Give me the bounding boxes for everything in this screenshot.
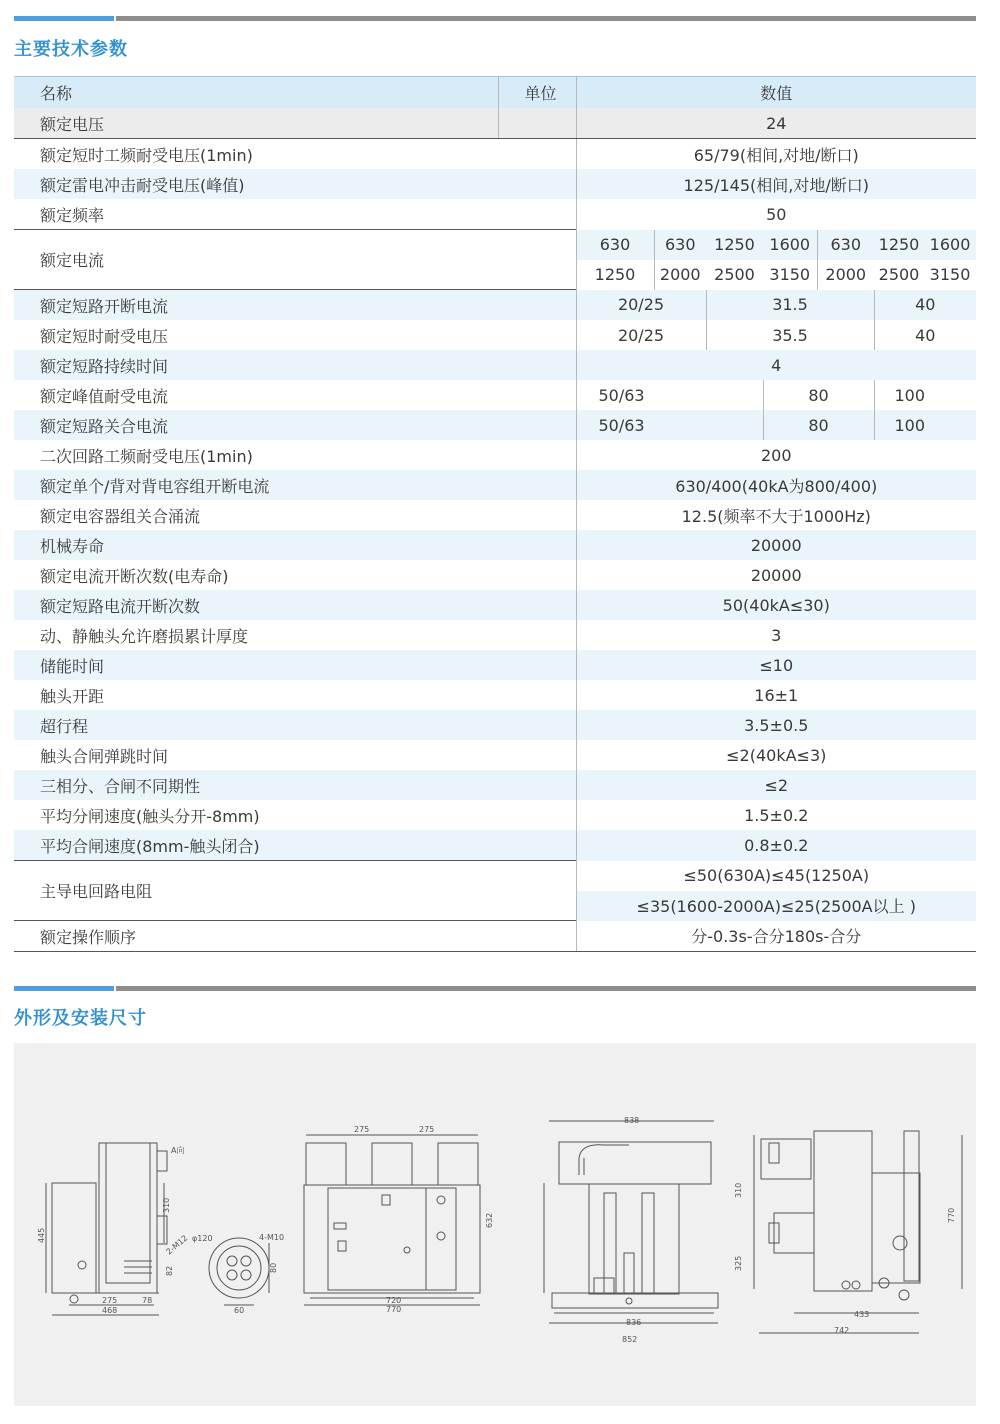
front-view-drawing: [304, 1135, 480, 1305]
label-4-m10: 4-M10: [259, 1233, 285, 1242]
table-row: 额定操作顺序 分-0.3s-合分180s-合分: [14, 921, 976, 952]
label-2-m12: 2-M12: [164, 1233, 190, 1257]
section-rule-drawings: [14, 986, 976, 991]
label-a-direction: A向: [171, 1146, 185, 1155]
table-row: 额定电流 630 630 1250 1600 630 1250 1600: [14, 230, 976, 260]
dim-836: 836: [626, 1318, 642, 1327]
table-row: 触头合闸弹跳时间 ≤2(40kA≤3): [14, 740, 976, 770]
dim-275-b: 275: [419, 1125, 435, 1134]
table-row: 额定电压 24: [14, 108, 976, 139]
dim-325: 325: [734, 1255, 743, 1271]
table-row: 额定短路开断电流 20/25 31.5 40: [14, 290, 976, 321]
dim-742: 742: [834, 1326, 850, 1335]
section-title-specs: 主要技术参数: [14, 39, 128, 60]
table-row: 额定雷电冲击耐受电压(峰值) 125/145(相间,对地/断口): [14, 169, 976, 199]
dim-82: 82: [165, 1265, 174, 1276]
dim-275-a: 275: [354, 1125, 370, 1134]
dim-310-cart: 310: [734, 1182, 743, 1198]
table-row: 触头开距 16±1: [14, 680, 976, 710]
dim-632: 632: [485, 1212, 494, 1228]
dim-275: 275: [102, 1296, 118, 1305]
table-row: 二次回路工频耐受电压(1min) 200: [14, 440, 976, 470]
table-row: 平均合闸速度(8mm-触头闭合) 0.8±0.2: [14, 830, 976, 861]
table-row: 超行程 3.5±0.5: [14, 710, 976, 740]
dimension-drawings: [14, 1043, 976, 1406]
dim-838: 838: [624, 1116, 640, 1125]
dim-770-side: 770: [947, 1207, 956, 1223]
dim-433: 433: [854, 1310, 870, 1319]
section-title-dimensions: 外形及安装尺寸: [14, 1008, 147, 1029]
table-row: 额定短路持续时间 4: [14, 350, 976, 380]
table-row: 额定短路关合电流 50/63 80 100: [14, 410, 976, 440]
header-name: 名称: [14, 77, 498, 109]
dim-852: 852: [622, 1335, 638, 1344]
table-row: 额定短路电流开断次数 50(40kA≤30): [14, 590, 976, 620]
dim-60: 60: [234, 1306, 245, 1315]
header-unit: 单位: [498, 77, 576, 109]
cart-front-drawing: [544, 1121, 718, 1323]
label-phi-120: φ120: [192, 1234, 213, 1243]
bushing-view-drawing: [209, 1238, 269, 1305]
table-row: 额定频率 50: [14, 199, 976, 230]
table-row: 额定短时耐受电压 20/25 35.5 40: [14, 320, 976, 350]
table-row: 平均分闸速度(触头分开-8mm) 1.5±0.2: [14, 800, 976, 830]
table-row: 额定单个/背对背电容组开断电流 630/400(40kA为800/400): [14, 470, 976, 500]
dim-720: 720: [386, 1296, 402, 1305]
table-row: 机械寿命 20000: [14, 530, 976, 560]
table-row: 额定短时工频耐受电压(1min) 65/79(相间,对地/断口): [14, 139, 976, 170]
dim-310: 310: [162, 1197, 171, 1213]
header-value: 数值: [576, 77, 976, 109]
rule-accent: [14, 986, 114, 991]
dimension-drawings-panel: [14, 1043, 976, 1406]
table-row: 额定电流开断次数(电寿命) 20000: [14, 560, 976, 590]
table-row: 额定电容器组关合涌流 12.5(频率不大于1000Hz): [14, 500, 976, 530]
dim-468: 468: [102, 1306, 118, 1315]
rule-accent: [14, 16, 114, 21]
table-row: 主导电回路电阻 ≤50(630A)≤45(1250A): [14, 861, 976, 891]
table-header-row: [14, 77, 976, 109]
rule-line: [116, 986, 976, 991]
section-rule-top: [14, 16, 976, 21]
rule-line: [116, 16, 976, 21]
dim-78: 78: [142, 1296, 153, 1305]
side-view-drawing: [46, 1143, 167, 1315]
cart-side-drawing: [754, 1131, 962, 1333]
table-row: 储能时间 ≤10: [14, 650, 976, 680]
table-row: 三相分、合闸不同期性 ≤2: [14, 770, 976, 800]
table-row: 额定峰值耐受电流 50/63 80 100: [14, 380, 976, 410]
table-row: ≤35(1600-2000A)≤25(2500A以上 ): [14, 891, 976, 921]
table-row: 1250 2000 2500 3150 2000 2500 3150: [14, 260, 976, 290]
dim-445: 445: [37, 1227, 46, 1243]
dim-80: 80: [269, 1262, 278, 1273]
dim-770: 770: [386, 1305, 402, 1314]
spec-table: [14, 76, 976, 952]
table-row: 动、静触头允许磨损累计厚度 3: [14, 620, 976, 650]
